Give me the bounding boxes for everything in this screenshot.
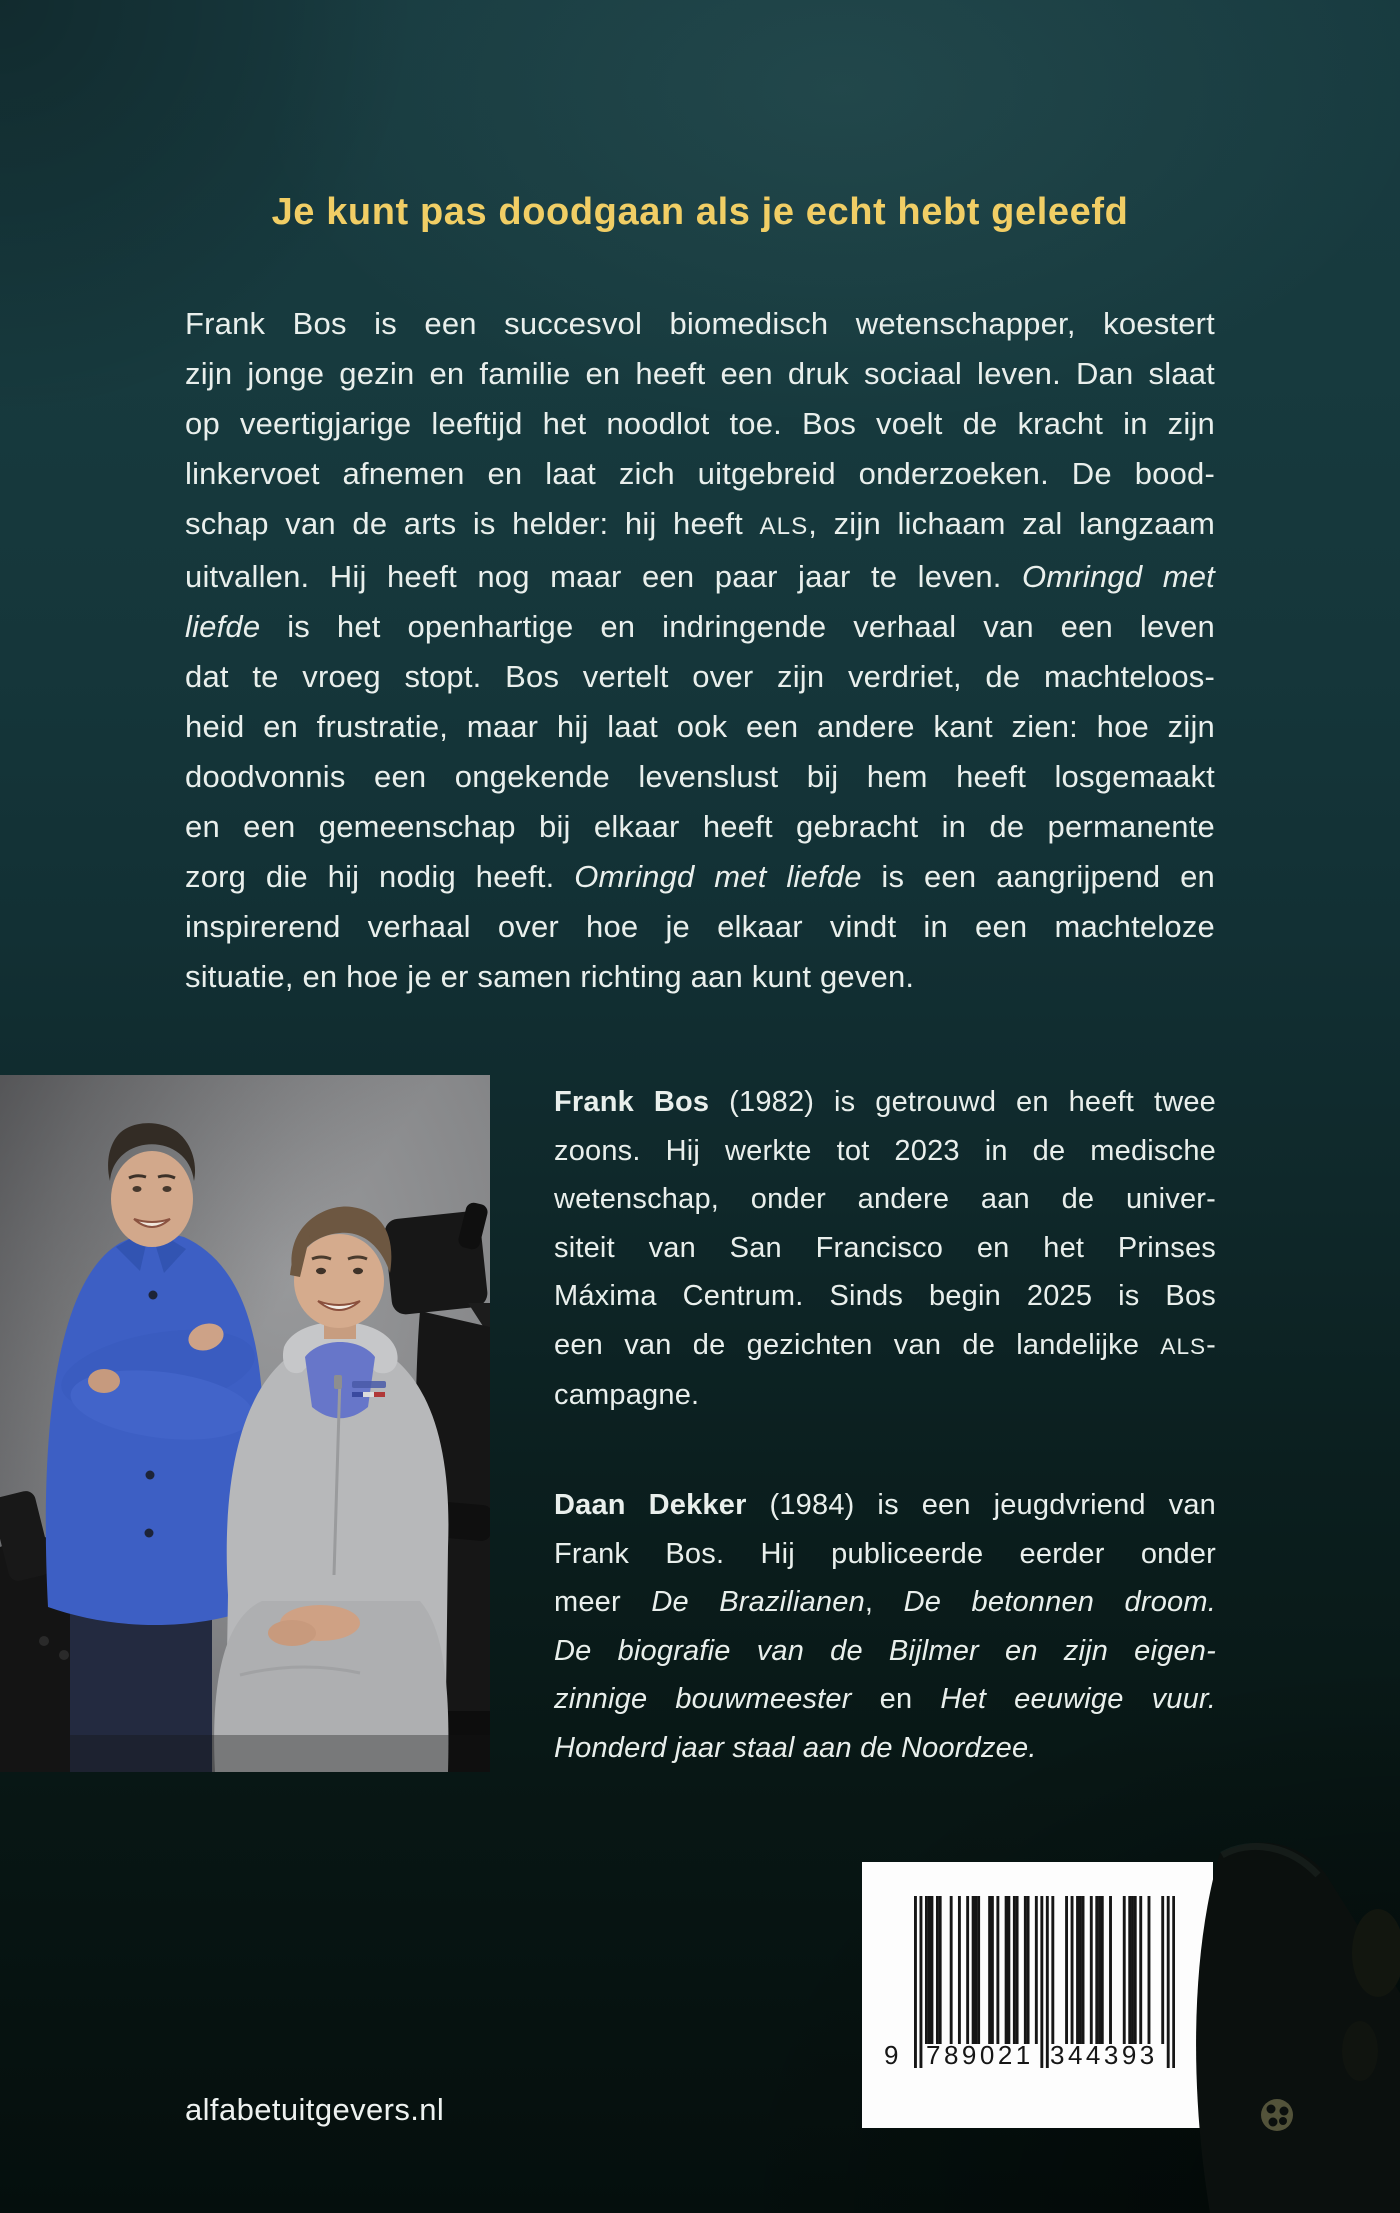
author-photo [0,1075,490,1772]
seated-man-face [294,1234,384,1328]
author-photo-illustration [0,1075,490,1772]
synopsis-text: Frank Bos is een succesvol biomedisch wetenschapper, koestert zijn jonge gezin en familie en heeft een druk sociaal leven. Dan slaat op veertigjarige leeftijd het noodlot toe. Bos voelt de kracht in zijn linkervoet afnemen en laat zich uitgebreid onderzoeken. De bood- schap van de arts is helder: hij heeft ALS, zijn lichaam zal langzaam uitvallen. Hij heeft nog maar een paar jaar te leven. Omringd met liefde is het openhartige en indringende verhaal van een leven dat te vroeg stopt. Bos vertelt over zijn verdriet, de machteloos- heid en frustratie, maar hij laat ook een andere kant zien: hoe zijn doodvonnis een ongekende levenslust bij hem heeft losgemaakt en een gemeenschap bij elkaar heeft gebracht in de permanente zorg die hij nodig heeft. Omringd met liefde is een aangrijpend en inspirerend verhaal over hoe je elkaar vindt in een machteloze situatie, en hoe je er samen richting aan kunt geven. [185,306,1216,994]
daan-dekker-bio: Daan Dekker (1984) is een jeugdvriend van Frank Bos. Hij publiceerde eerder onder meer De Brazilianen, De betonnen droom. De biografie van de Bijlmer en zijn eigen- zinnige bouwmeester en Het eeuwige vuur. Honderd jaar staal aan de Noordzee. [554,1489,1216,1764]
wheelchair-corner-silhouette [1150,1793,1400,2213]
frank-bos-bio: Frank Bos (1982) is getrouwd en heeft twee zoons. Hij werkte tot 2023 in de medische wetenschap, onder andere aan de univer- siteit van San Francisco en het Prinses Máxima Centrum. Sinds begin 2025 is Bos een van de gezichten van de landelijke ALS- campagne. [554,1086,1216,1411]
barcode-number: 9 789021 344393 [884,2040,1158,2070]
publisher-url: alfabetuitgevers.nl [185,2092,445,2127]
tagline: Je kunt pas doodgaan als je echt hebt geleefd [271,191,1129,233]
standing-man-face [111,1151,193,1247]
